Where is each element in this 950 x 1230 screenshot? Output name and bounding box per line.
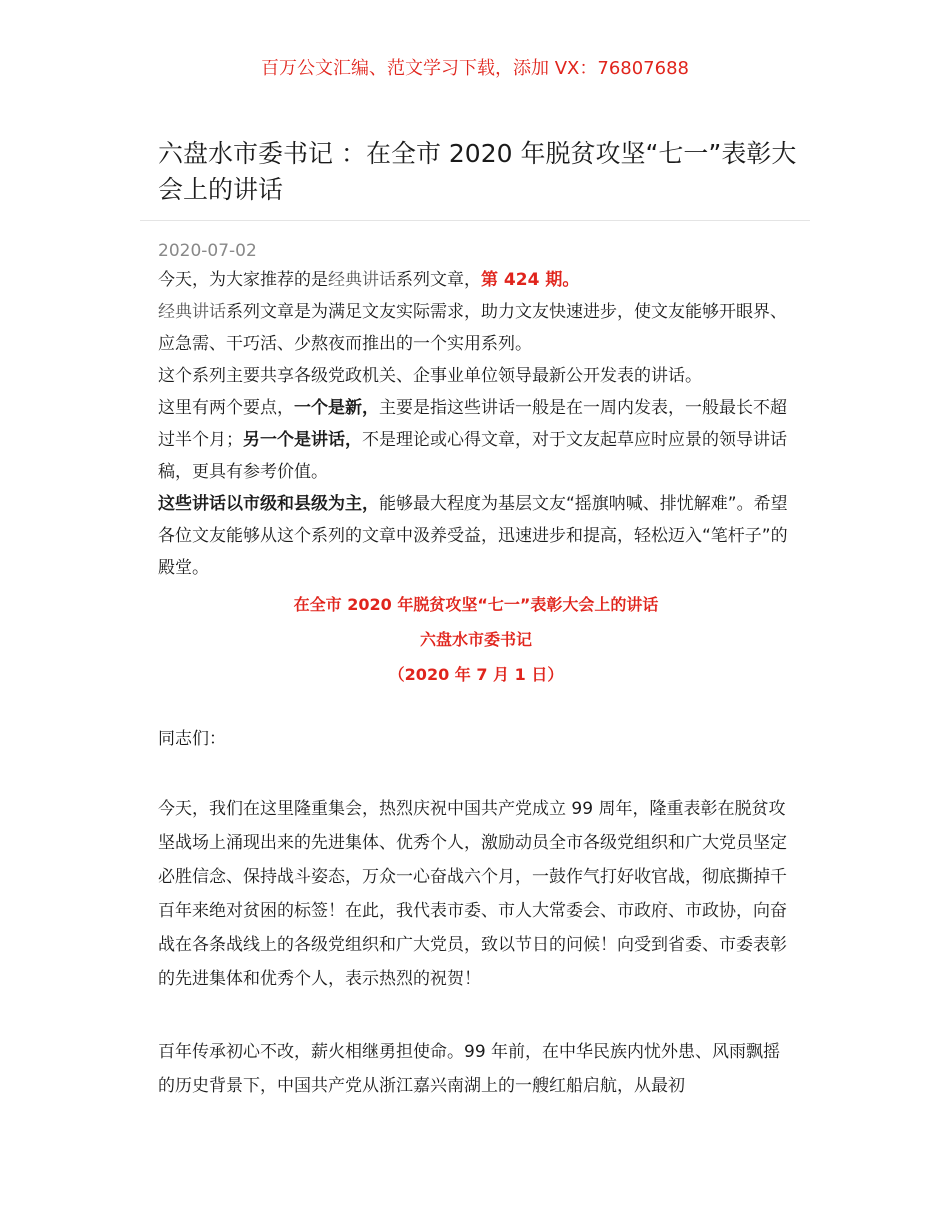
speech-paragraph-1 — [158, 792, 794, 996]
intro-text: 主要是指这些讲话一般是在一周内发表，一般最长不超过半个月； — [158, 398, 787, 450]
intro-text: 系列文章， — [396, 270, 481, 290]
intro-text: 能够最大程度为基层文友“摇旗呐喊、排忧解难”。希望各位文友能够从这个系列的文章中汲养受益，迅速进步和提高，轻松迈入“笔杆子”的殿堂。 — [158, 494, 788, 578]
intro-text: 今天，为大家推荐的是 — [158, 270, 328, 290]
intro-paragraph-1 — [158, 264, 794, 296]
promo-banner[interactable]: 百万公文汇编、范文学习下载，添加 VX：76807688 — [261, 58, 689, 79]
issue-number: 第 424 期。 — [481, 270, 580, 290]
series-name: 经典讲话 — [328, 270, 396, 290]
series-name: 经典讲话 — [158, 302, 226, 322]
article-title: 六盘水市委书记 ：在全市 2020 年脱贫攻坚“七一”表彰大会上的讲话 — [158, 139, 797, 204]
article-date: 2020-07-02 — [158, 241, 257, 261]
paragraph-text: 百年传承初心不改，薪火相继勇担使命。99 年前，在中华民族内忧外患、风雨飘摇的历史背景下，中国共产党从浙江嘉兴南湖上的一艘红船启航，从最初 — [158, 1042, 781, 1096]
paragraph-text: 今天，我们在这里隆重集会，热烈庆祝中国共产党成立 99 周年，隆重表彰在脱贫攻坚战场上涌现出来的先进集体、优秀个人，激励动员全市各级党组织和广大党员坚定必胜信念、保持战斗姿态，万众一心奋战六个月，一鼓作气打好收官战，彻底撕掉千百年来绝对贫困的标签！在此，我代表市委、市人大常委会、市政府、市政协，向奋战在各条战线上的各级党组织和广大党员，致以节日的问候！向受到省委、市委表彰的先进集体和优秀个人，表示热烈的祝贺！ — [158, 799, 787, 989]
intro-text: 系列文章是为满足文友实际需求，助力文友快速进步，使文友能够开眼界、应急需、干巧活、少熬夜而推出的一个实用系列。 — [158, 302, 787, 354]
key-point-3: 这些讲话以市级和县级为主， — [158, 494, 379, 514]
key-point-1: 一个是新， — [294, 398, 379, 418]
intro-paragraph-5 — [158, 488, 794, 584]
intro-text: 这里有两个要点， — [158, 398, 294, 418]
speech-speaker: 六盘水市委书记 — [419, 630, 532, 649]
key-point-2: 另一个是讲话， — [243, 430, 362, 450]
intro-paragraph-2 — [158, 296, 794, 360]
intro-text: 不是理论或心得文章，对于文友起草应时应景的领导讲话稿，更具有参考价值。 — [158, 430, 787, 482]
intro-paragraph-3: 这个系列主要共享各级党政机关、企事业单位领导最新公开发表的讲话。 — [158, 366, 702, 386]
speech-greeting — [158, 722, 794, 756]
greeting-text: 同志们： — [158, 729, 226, 749]
intro-section — [158, 264, 794, 692]
title-divider — [140, 220, 810, 221]
intro-paragraph-4 — [158, 392, 794, 488]
speech-date: （2020 年 7 月 1 日） — [388, 665, 564, 684]
speech-paragraph-2 — [158, 1035, 794, 1103]
speech-title: 在全市 2020 年脱贫攻坚“七一”表彰大会上的讲话 — [293, 595, 659, 614]
